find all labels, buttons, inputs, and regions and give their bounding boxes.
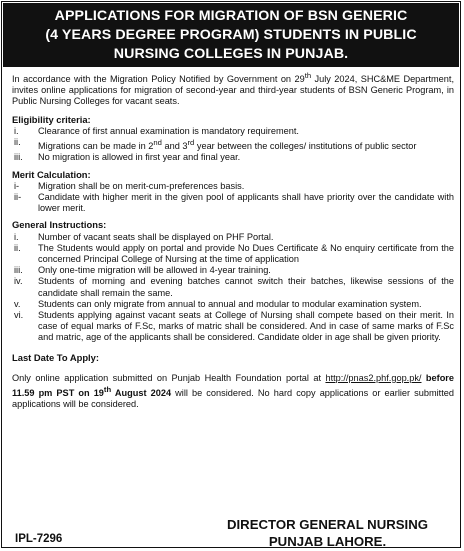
header-title-line-1: APPLICATIONS FOR MIGRATION OF BSN GENERIC	[54, 8, 408, 24]
last-date-paragraph	[12, 373, 454, 411]
list-item	[12, 276, 454, 298]
list-text: Migration shall be on merit-cum-preferences basis.	[38, 180, 245, 191]
list-text: Clearance of first annual examination is mandatory requirement.	[38, 125, 299, 136]
list-number: iii.	[14, 265, 23, 276]
list-number: iii.	[14, 152, 23, 163]
header-banner	[3, 3, 459, 67]
list-item	[12, 299, 454, 310]
list-number: ii.	[14, 137, 21, 148]
intro-paragraph	[12, 70, 454, 108]
last-date-text-2: will be considered. No hard copy applications or earlier submitted applications will be considered.	[12, 388, 454, 410]
list-text: No migration is allowed in first year and final year.	[38, 152, 241, 163]
intro-sup: th	[304, 71, 312, 80]
eligibility-heading: Eligibility criteria:	[12, 113, 91, 125]
advertisement	[1, 1, 461, 548]
list-number: iv.	[14, 276, 23, 287]
list-text: Only one-time migration will be allowed in 4-year training.	[38, 265, 271, 276]
body-content	[12, 70, 454, 416]
list-sup: nd	[153, 138, 162, 148]
list-text: Number of vacant seats shall be displayed on PHF Portal.	[38, 231, 274, 242]
list-text	[38, 137, 454, 152]
list-item	[12, 152, 454, 163]
list-item	[12, 181, 454, 192]
list-item	[12, 137, 454, 152]
list-number: v.	[14, 298, 21, 309]
list-item	[12, 243, 454, 265]
general-heading: General Instructions:	[12, 219, 107, 231]
list-item	[12, 126, 454, 137]
list-item	[12, 265, 454, 276]
list-text: Students applying against vacant seats at College of Nursing shall compete based on their merit. In case of equal marks of F.Sc, marks of matric shall be considered. And in case of same marks of F.Sc and matric, age of the applicants shall be considered. Candidate older in age shall be given priority.	[38, 309, 454, 343]
list-number: i-	[14, 180, 20, 191]
deadline-date: August 2024	[111, 388, 172, 399]
list-number: ii-	[14, 191, 22, 202]
last-date-heading: Last Date To Apply:	[12, 351, 99, 363]
portal-link[interactable]: http://pnas2.phf.gop.pk/	[325, 372, 422, 383]
list-text: Students can only migrate from annual to annual and modular to modular examination system.	[38, 298, 422, 309]
merit-heading: Merit Calculation:	[12, 168, 91, 180]
list-number: vi.	[14, 309, 24, 320]
list-number: i.	[14, 231, 19, 242]
header-title-line-2: (4 YEARS DEGREE PROGRAM) STUDENTS IN PUBLIC	[45, 27, 417, 43]
header-title-line-3: NURSING COLLEGES IN PUNJAB.	[113, 46, 349, 62]
list-item	[12, 310, 454, 344]
reference-number: IPL-7296	[15, 533, 63, 545]
list-text: The Students would apply on portal and provide No Dues Certificate & No enquiry certificate from the concerned Principal College of Nursing at the time of application	[38, 242, 454, 264]
deadline-sup: th	[103, 385, 112, 394]
deadline-text: before 11.59 pm PST on 19	[12, 372, 454, 399]
list-text: Candidate with higher merit in the given pool of applicants shall have priority over the candidate with lower merit.	[38, 191, 454, 214]
signatory	[227, 516, 428, 550]
list-item	[12, 232, 454, 243]
list-item	[12, 192, 454, 214]
last-date-text-1: Only online application submitted on Punjab Health Foundation portal at	[12, 372, 326, 383]
signatory-line-1: DIRECTOR GENERAL NURSING	[226, 517, 428, 532]
list-text-part: Migrations can be made in 2	[38, 141, 154, 152]
signatory-line-2: PUNJAB LAHORE.	[268, 534, 387, 549]
list-text-part: year between the colleges/ institutions of public sector	[194, 141, 417, 152]
list-number: ii.	[14, 242, 21, 253]
list-text-part: and 3	[161, 141, 188, 152]
intro-text-1: In accordance with the Migration Policy Notified by Government on 29	[12, 74, 305, 85]
list-number: i.	[14, 125, 19, 136]
list-text: Students of morning and evening batches cannot switch their batches, likewise sessions of the candidate shall remain the same.	[38, 276, 454, 298]
list-sup: rd	[187, 138, 195, 148]
intro-text-2: July 2024, SHC&ME Department, invites online applications for migration of second-year and third-year students of BSN Generic Program, in Public Nursing Colleges for vacant seats.	[12, 74, 454, 107]
